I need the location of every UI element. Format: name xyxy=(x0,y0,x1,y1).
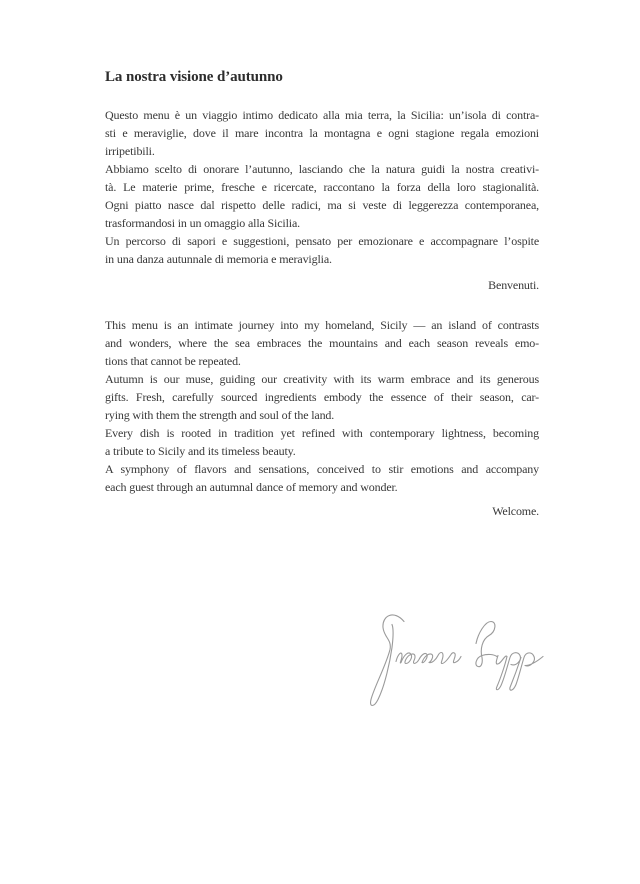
italian-closing: Benvenuti. xyxy=(488,278,539,292)
signature-image xyxy=(358,598,553,726)
text-line: gifts. Fresh, carefully sourced ingredients embody the essence of their season, car- xyxy=(105,390,539,404)
italian-paragraph xyxy=(105,106,539,268)
page-title: La nostra visione d’autunno xyxy=(105,69,283,85)
text-line: tà. Le materie prime, fresche e ricercate, raccontano la forza della loro stagionalità. xyxy=(105,180,539,194)
text-line: Un percorso di sapori e suggestioni, pensato per emozionare e accompagnare l’ospite xyxy=(105,234,539,248)
text-line: Ogni piatto nasce dal rispetto delle radici, ma si veste di leggerezza contemporanea, xyxy=(105,198,539,212)
text-line: Every dish is rooted in tradition yet refined with contemporary lightness, becoming xyxy=(105,426,539,440)
text-line: This menu is an intimate journey into my homeland, Sicily — an island of contrasts xyxy=(105,318,539,332)
english-closing: Welcome. xyxy=(492,504,539,518)
text-line: each guest through an autumnal dance of memory and wonder. xyxy=(105,480,398,494)
page-content xyxy=(105,68,539,520)
text-line: Autumn is our muse, guiding our creativity with its warm embrace and its generous xyxy=(105,372,539,386)
text-line: in una danza autunnale di memoria e meraviglia. xyxy=(105,252,332,266)
text-line: Abbiamo scelto di onorare l’autunno, lasciando che la natura guidi la nostra creativi- xyxy=(105,162,539,176)
text-line: trasformandosi in un omaggio alla Sicilia. xyxy=(105,216,300,230)
text-line: Questo menu è un viaggio intimo dedicato alla mia terra, la Sicilia: un’isola di contra- xyxy=(105,108,539,122)
text-line: a tribute to Sicily and its timeless beauty. xyxy=(105,444,296,458)
text-line: sti e meraviglie, dove il mare incontra la montagna e ogni stagione regala emozioni xyxy=(105,126,539,140)
english-paragraph xyxy=(105,316,539,496)
text-line: A symphony of flavors and sensations, conceived to stir emotions and accompany xyxy=(105,462,539,476)
text-line: rying with them the strength and soul of the land. xyxy=(105,408,335,422)
text-line: and wonders, where the sea embraces the mountains and each season reveals emo- xyxy=(105,336,539,350)
text-line: irripetibili. xyxy=(105,144,155,158)
text-line: tions that cannot be repeated. xyxy=(105,354,241,368)
